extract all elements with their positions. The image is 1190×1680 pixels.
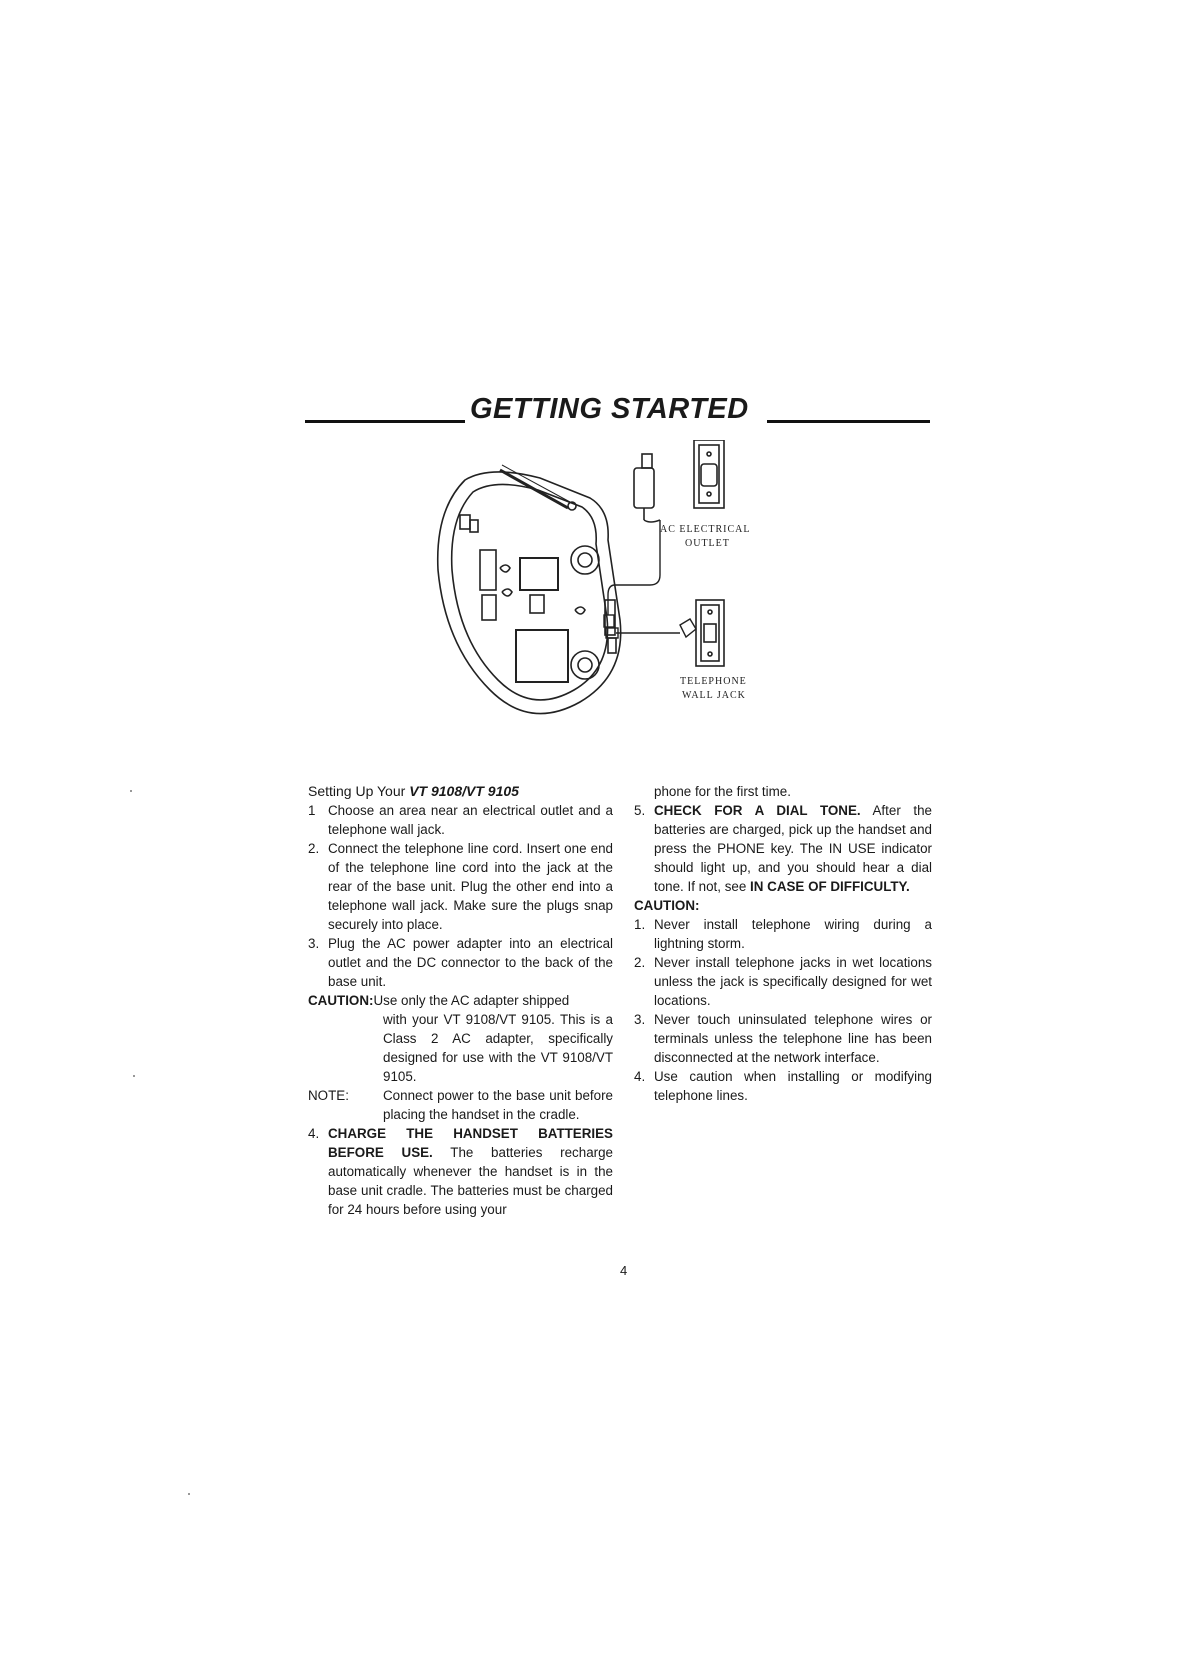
caution-number: 1. — [634, 917, 646, 932]
step-text: Choose an area near an electrical outlet and a telephone wall jack. — [328, 803, 613, 837]
step5-reference: IN CASE OF DIFFICULTY. — [750, 879, 910, 894]
step-number: 1 — [308, 803, 316, 818]
caution-item-3 — [634, 1010, 932, 1067]
setup-step-5 — [634, 801, 932, 896]
adapter-caution — [308, 991, 613, 1086]
electrical-outlet-drawing — [694, 440, 724, 508]
header-rule-right — [767, 420, 930, 423]
outlet-label-line2: OUTLET — [685, 538, 730, 549]
caution-heading: CAUTION: — [634, 898, 700, 913]
setup-subheading — [308, 782, 613, 801]
setup-step-3 — [308, 934, 613, 991]
jack-label-line1: TELEPHONE — [680, 676, 747, 687]
step4-text: The batteries recharge automatically whenever the handset is in the base unit cradle. The batteries must be charged for 24 hours before using your — [328, 1145, 613, 1217]
step-text: Plug the AC power adapter into an electrical outlet and the DC connector to the back of the base unit. — [328, 936, 613, 989]
page-number: 4 — [620, 1263, 628, 1278]
subhead-model: VT 9108/VT 9105 — [409, 783, 519, 799]
base-unit-drawing — [438, 465, 621, 714]
scan-speck — [188, 1493, 190, 1495]
page-title: GETTING STARTED — [470, 393, 749, 425]
step-text: Connect the telephone line cord. Insert one end of the telephone line cord into the jack at the rear of the base unit. Plug the other end into a telephone wall jack. Make sure the plugs snap securely into place. — [328, 841, 613, 932]
step5-text: After the batteries are charged, pick up the handset and press the PHONE key. The IN USE indicator should light up, and you should hear a dial tone. If not, see — [654, 803, 932, 894]
page-header — [305, 393, 930, 433]
jack-label-line2: WALL JACK — [682, 690, 746, 701]
caution-text: Never install telephone jacks in wet locations unless the jack is specifically designed for wet locations. — [654, 955, 932, 1008]
caution-number: 2. — [634, 955, 646, 970]
continuation-line — [634, 782, 932, 801]
caution-text-first: Use only the AC adapter shipped — [373, 993, 570, 1008]
base-unit-connection-diagram — [430, 440, 830, 770]
caution-item-1 — [634, 915, 932, 953]
setup-step-2 — [308, 839, 613, 934]
scan-speck — [133, 1075, 135, 1077]
ac-adapter-drawing — [634, 454, 660, 522]
step5-heading: CHECK FOR A DIAL TONE. — [654, 803, 861, 818]
setup-step-4 — [308, 1124, 613, 1219]
header-rule-left — [305, 420, 465, 423]
setup-illustration — [430, 440, 830, 770]
step-number: 4. — [308, 1126, 320, 1141]
step-number: 5. — [634, 803, 646, 818]
caution-number: 3. — [634, 1012, 646, 1027]
power-note — [308, 1086, 613, 1124]
right-column — [634, 782, 932, 1105]
caution-text: Never install telephone wiring during a lightning storm. — [654, 917, 932, 951]
subhead-prefix: Setting Up Your — [308, 783, 410, 799]
setup-step-1 — [308, 801, 613, 839]
telephone-wall-jack-drawing — [696, 600, 724, 666]
left-column — [308, 782, 613, 1219]
step-number: 2. — [308, 841, 320, 856]
caution-item-2 — [634, 953, 932, 1010]
step-number: 3. — [308, 936, 320, 951]
caution-text: Use caution when installing or modifying telephone lines. — [654, 1069, 932, 1103]
outlet-label-line1: AC ELECTRICAL — [660, 524, 751, 535]
caution-text-rest: with your VT 9108/VT 9105. This is a Class 2 AC adapter, specifically designed for use with the VT 9108/VT 9105. — [383, 1012, 613, 1084]
note-label: NOTE: — [308, 1088, 349, 1103]
note-text: Connect power to the base unit before placing the handset in the cradle. — [383, 1088, 613, 1122]
caution-item-4 — [634, 1067, 932, 1105]
caution-label: CAUTION: — [308, 993, 374, 1008]
continuation-text: phone for the first time. — [654, 784, 791, 799]
step4-heading: CHARGE THE HANDSET BATTERIES BEFORE USE. — [328, 1126, 613, 1160]
caution-number: 4. — [634, 1069, 646, 1084]
caution-text: Never touch uninsulated telephone wires or terminals unless the telephone line has been disconnected at the network interface. — [654, 1012, 932, 1065]
scan-speck — [130, 790, 132, 792]
